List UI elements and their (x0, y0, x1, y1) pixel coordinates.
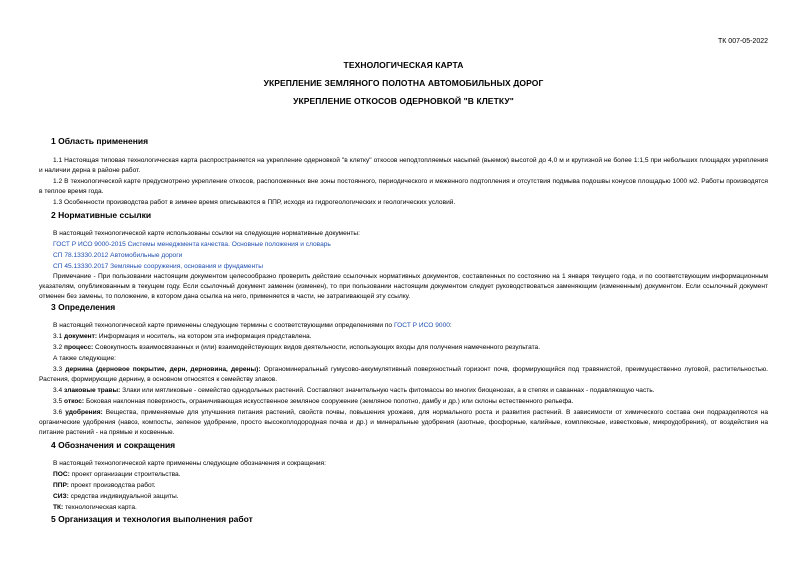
abbreviation-siz (53, 492, 179, 502)
definition-term: откос: (64, 398, 85, 405)
document-number: ТК 007-05-2022 (718, 38, 768, 45)
doc-title: ТЕХНОЛОГИЧЕСКАЯ КАРТА (343, 60, 464, 70)
definition-number: 3.4 (53, 387, 63, 394)
paragraph-1-2: 1.2 В технологической карте предусмотрено укрепление откосов, расположенных вне зоны постоянного, периодического и меженного подтопления и отсутствия подмыва подошвы конусов площадью 1000 м2. Работы производятся в теплое время года. (39, 178, 768, 195)
definition-number: 3.3 (53, 366, 63, 373)
section-heading-4: 4 Обозначения и сокращения (51, 440, 176, 450)
refs-note: Примечание - При пользовании настоящим документом целесообразно проверить действие ссылочных нормативных документов, составленных по состоянию на 1 января текущего года, и по соответствующим информационным указателям, опубликованным в текущем году. Если ссылочный документ заменен (изменен), то при пользовании настоящим документом следует руководствоваться заменяющим (измененным) документом. Если ссылочный документ отменен без замены, то положение, в котором дана ссылка на него, применяется в части, не затрагивающей эту ссылку. (39, 273, 768, 300)
paragraph-1-1: 1.1 Настоящая типовая технологическая карта распространяется на укрепление одерновкой "в клетку" откосов неподтопляемых насыпей (выемок) высотой до 4,0 м и крутизной не более 1:1,5 при небольших площадях укрепления и наличии дерна в районе работ. (39, 157, 768, 174)
abbreviation-term: ПОС: (53, 471, 70, 478)
definitions-intro-colon: : (449, 322, 452, 329)
abbreviations-intro: В настоящей технологической карте применены следующие обозначения и сокращения: (53, 460, 326, 467)
refs-intro: В настоящей технологической карте использованы ссылки на следующие нормативные документы: (53, 230, 360, 237)
definitions-standard-link[interactable]: ГОСТ Р ИСО 9000 (393, 322, 450, 329)
definition-number: 3.6 (53, 409, 63, 416)
abbreviation-text: средства индивидуальной защиты. (68, 493, 179, 500)
definition-3-3 (39, 365, 768, 385)
ref-link-sp-45[interactable]: СП 45.13330.2017 Земляные сооружения, основания и фундаменты (53, 263, 263, 270)
section-heading-2: 2 Нормативные ссылки (51, 210, 152, 220)
definitions-intro-text: В настоящей технологической карте применены следующие термины с соответствующими определениями по (53, 322, 393, 329)
definition-text: Боковая наклонная поверхность, ограничивающая искусственное земляное сооружение (земляное полотно, дамбу и др.) или склоны естественного рельефа. (84, 398, 574, 405)
definition-term: дернина (дерновое покрытие, дерн, дерновина, дерены): (65, 366, 261, 373)
definition-term: документ: (64, 333, 98, 340)
doc-subtitle-2: УКРЕПЛЕНИЕ ОТКОСОВ ОДЕРНОВКОЙ "В КЛЕТКУ" (293, 96, 514, 106)
abbreviation-tk (53, 503, 137, 513)
abbreviation-text: проект организации строительства. (69, 471, 181, 478)
definitions-also: А также следующие: (53, 355, 117, 362)
abbreviation-text: технологическая карта. (63, 504, 137, 511)
doc-subtitle: УКРЕПЛЕНИЕ ЗЕМЛЯНОГО ПОЛОТНА АВТОМОБИЛЬНЫХ ДОРОГ (263, 78, 544, 88)
definition-text: Информация и носитель, на котором эта информация представлена. (97, 333, 312, 340)
definition-number: 3.1 (53, 333, 63, 340)
abbreviation-ppr (53, 481, 156, 491)
definition-term: удобрения: (65, 409, 103, 416)
section-heading-3: 3 Определения (51, 302, 116, 312)
ref-link-sp-78[interactable]: СП 78.13330.2012 Автомобильные дороги (53, 252, 183, 259)
definition-3-2 (53, 343, 540, 353)
definition-3-6 (39, 408, 768, 438)
definition-text: Злаки или мятликовые - семейство однодольных растений. Составляют значительную часть фитомассы во многих биоценозах, а в степях и саваннах - подавляющую часть. (120, 387, 655, 394)
definition-3-1 (53, 332, 312, 342)
definition-number: 3.5 (53, 398, 63, 405)
definition-number: 3.2 (53, 344, 63, 351)
ref-link-gost-iso-9000[interactable]: ГОСТ Р ИСО 9000-2015 Системы менеджмента качества. Основные положения и словарь (53, 241, 331, 248)
definition-text: Органоминеральный гумусово-аккумулятивный поверхностный горизонт почв, формирующийся под травянистой, преимущественно луговой, растительностью. Растения, формирующие дернину, в основном относятся к семейству злаков. (39, 366, 768, 383)
section-heading-5: 5 Организация и технология выполнения работ (51, 514, 253, 524)
definition-term: злаковые травы: (64, 387, 121, 394)
definition-3-5 (53, 397, 573, 407)
section-heading-1: 1 Область применения (51, 136, 149, 146)
abbreviation-term: СИЗ: (53, 493, 69, 500)
abbreviation-text: проект производства работ. (69, 482, 156, 489)
definitions-intro (53, 321, 452, 331)
abbreviation-term: ППР: (53, 482, 69, 489)
definition-text: Вещества, применяемые для улучшения питания растений, свойств почвы, повышения урожаев, для нормального роста и развития растений. В зависимости от химического состава они подразделяются на органические удобрения (навоз, компосты, зеленое удобрение, просто высокоплодородная почва и др.) и минеральные удобрения (азотные, фосфорные, калийные, комплексные, известковые, микроудобрения), от воздействия на питание растений - на прямые и косвенные. (39, 409, 768, 436)
definition-term: процесс: (64, 344, 94, 351)
definition-3-4 (53, 386, 655, 396)
definition-text: Совокупность взаимосвязанных и (или) взаимодействующих видов деятельности, использующих входы для получения намеченного результата. (93, 344, 541, 351)
paragraph-1-3: 1.3 Особенности производства работ в зимнее время описываются в ППР, исходя из гидрогеологических и геологических условий. (53, 199, 456, 206)
abbreviation-pos (53, 470, 181, 480)
abbreviation-term: ТК: (53, 504, 64, 511)
